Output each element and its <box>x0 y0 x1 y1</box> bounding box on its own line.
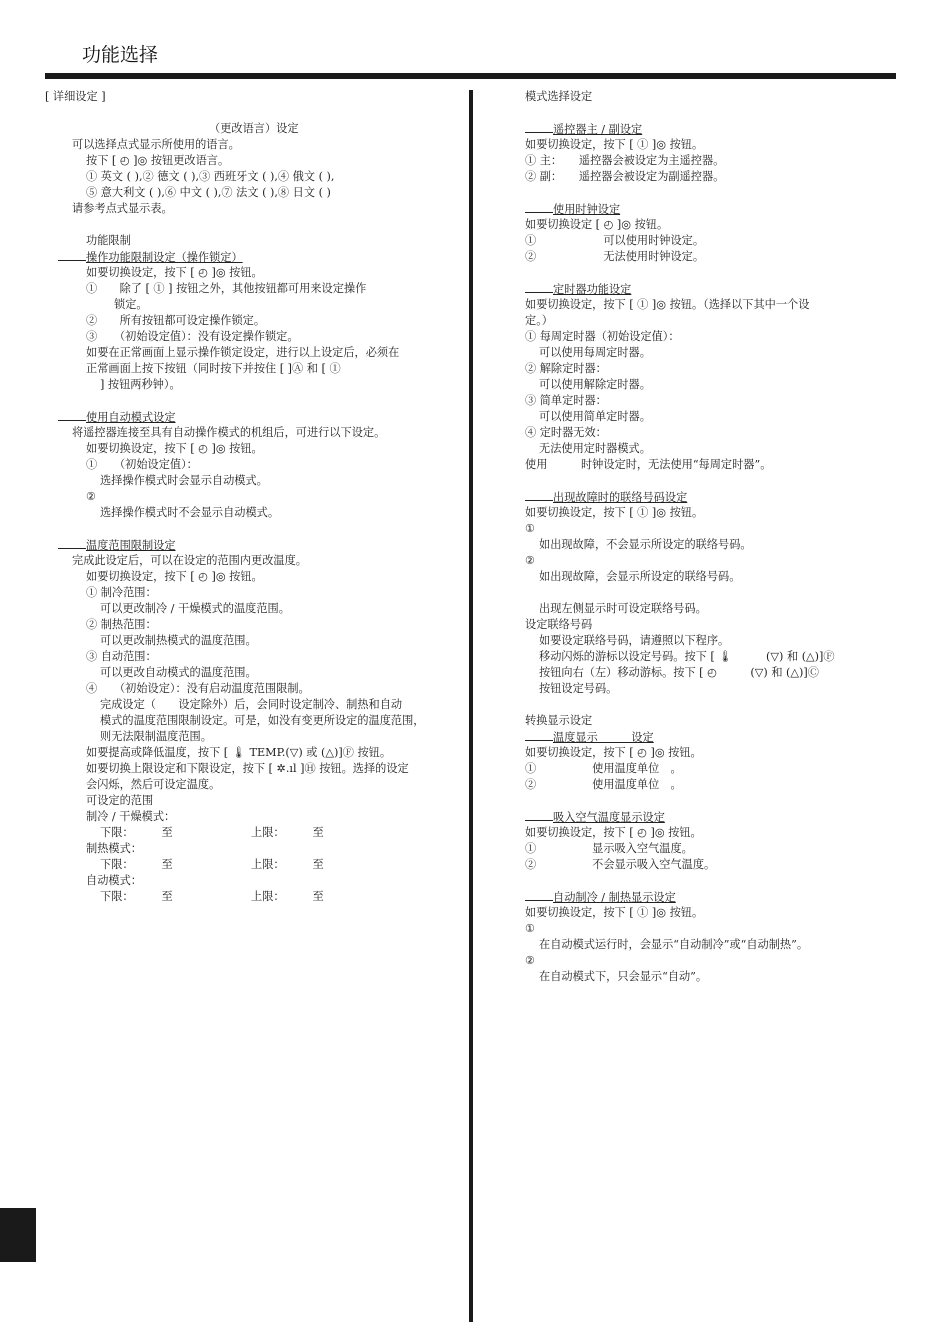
line <box>498 633 898 649</box>
text-line: 如要提高或降低温度，按下 [ 🌡 TEMP.(▽) 或 (△)]Ⓕ 按钮。 <box>86 746 392 759</box>
line <box>498 761 898 777</box>
line <box>45 617 463 633</box>
underline-bar <box>525 809 553 821</box>
line <box>45 457 463 473</box>
line <box>45 313 463 329</box>
section-heading: 温度范围限制设定 <box>86 539 176 552</box>
underline-bar <box>525 201 553 213</box>
line <box>45 185 463 201</box>
line <box>498 313 898 329</box>
line <box>498 777 898 793</box>
section-heading: 使用时钟设定 <box>553 203 621 216</box>
line <box>498 153 898 169</box>
line <box>45 585 463 601</box>
line <box>45 137 463 153</box>
text-line: 在自动模式下，只会显示“自动”。 <box>539 970 708 983</box>
text-line: 可以使用简单定时器。 <box>539 410 651 423</box>
heading-line <box>498 809 898 825</box>
line <box>498 953 898 969</box>
text-line: ② 所有按钮都可设定操作锁定。 <box>86 314 266 327</box>
line <box>498 521 898 537</box>
text-line: 如要切换设定，按下 [ ◴ ]◎ 按钮。 <box>86 266 263 279</box>
text-line: ② <box>525 554 536 567</box>
spacer <box>498 105 898 121</box>
text-line: 如要切换上限设定和下限设定，按下 [ ✲.ıl ]Ⓗ 按钮。选择的设定 <box>86 762 409 775</box>
line <box>498 601 898 617</box>
text-line: 将遥控器连接至具有自动操作模式的机组后，可进行以下设定。 <box>72 426 386 439</box>
underline-bar <box>525 729 553 741</box>
text-line: ① （初始设定值）： <box>86 458 198 471</box>
text-line: ④ （初始设定）：没有启动温度范围限制。 <box>86 682 310 695</box>
text-line: 可以更改制冷 / 干燥模式的温度范围。 <box>100 602 290 615</box>
line <box>498 569 898 585</box>
line <box>498 921 898 937</box>
section-heading: 温度显示 设定 <box>553 731 654 744</box>
right-column <box>498 89 898 985</box>
spacer <box>498 873 898 889</box>
line <box>498 857 898 873</box>
line <box>45 601 463 617</box>
line <box>45 793 463 809</box>
underline-bar <box>525 489 553 501</box>
line <box>45 345 463 361</box>
page-title: 功能选择 <box>82 44 159 66</box>
heading-line <box>498 121 898 137</box>
text-line: （更改语言）设定 <box>209 122 299 135</box>
line <box>45 857 463 873</box>
text-line: 如要切换设定，按下 [ ◴ ]◎ 按钮。 <box>525 826 702 839</box>
text-line: 在自动模式运行时，会显示“自动制冷”或“自动制热”。 <box>539 938 809 951</box>
line <box>45 473 463 489</box>
heading-line <box>45 537 463 553</box>
line <box>45 569 463 585</box>
line <box>498 169 898 185</box>
text-line: 如出现故障，会显示所设定的联络号码。 <box>539 570 741 583</box>
spacer <box>498 793 898 809</box>
line <box>45 297 463 313</box>
text-line: 可设定的范围 <box>86 794 154 807</box>
section-heading: 遥控器主 / 副设定 <box>553 123 643 136</box>
line <box>498 825 898 841</box>
text-line: ① 可以使用时钟设定。 <box>525 234 705 247</box>
text-line: 使用 时钟设定时，无法使用“每周定时器”。 <box>525 458 772 471</box>
text-line: 可以选择点式显示所使用的语言。 <box>72 138 240 151</box>
text-line: 完成此设定后，可以在设定的范围内更改温度。 <box>72 554 307 567</box>
text-line: 如要切换设定，按下 [ ① ]◎ 按钮。 <box>525 906 704 919</box>
text-line: 如要在正常画面上显示操作锁定设定，进行以上设定后，必须在 <box>86 346 400 359</box>
spacer <box>498 265 898 281</box>
heading-line <box>498 201 898 217</box>
line <box>498 457 898 473</box>
line <box>498 409 898 425</box>
spacer <box>45 105 463 121</box>
text-line: 模式选择设定 <box>525 90 593 103</box>
text-line: ② 不会显示吸入空气温度。 <box>525 858 716 871</box>
section-heading: 吸入空气温度显示设定 <box>553 811 665 824</box>
line <box>45 777 463 793</box>
text-line: 下限： 至 上限： 至 <box>100 858 324 871</box>
spacer <box>498 185 898 201</box>
text-line: 出现左侧显示时可设定联络号码。 <box>539 602 707 615</box>
line <box>498 649 898 665</box>
text-line: 转换显示设定 <box>525 714 593 727</box>
underline-bar <box>525 889 553 901</box>
spacer <box>45 521 463 537</box>
line <box>45 169 463 185</box>
line <box>498 137 898 153</box>
section-heading: 定时器功能设定 <box>553 283 632 296</box>
spacer <box>45 393 463 409</box>
line <box>45 505 463 521</box>
text-line: 按下 [ ◴ ]◎ 按钮更改语言。 <box>86 154 230 167</box>
section-heading: 自动制冷 / 制热显示设定 <box>553 891 676 904</box>
column-divider <box>469 90 473 1322</box>
line <box>45 745 463 761</box>
line <box>498 681 898 697</box>
text-line: 按钮向右（左）移动游标。按下 [ ◴ (▽) 和 (△)]Ⓒ <box>539 666 819 679</box>
text-line: 无法使用定时器模式。 <box>539 442 651 455</box>
line <box>45 841 463 857</box>
text-line: 会闪烁，然后可设定温度。 <box>86 778 221 791</box>
text-line: ① 制冷范围： <box>86 586 157 599</box>
text-line: ② <box>525 954 536 967</box>
text-line: 请参考点式显示表。 <box>72 202 173 215</box>
line <box>498 617 898 633</box>
text-line: ① <box>525 522 536 535</box>
line <box>498 969 898 985</box>
line <box>45 377 463 393</box>
text-line: 如要切换设定，按下 [ ◴ ]◎ 按钮。 <box>86 570 263 583</box>
text-line: ③ （初始设定值）：没有设定操作锁定。 <box>86 330 299 343</box>
text-line: 如要切换设定，按下 [ ◴ ]◎ 按钮。 <box>525 746 702 759</box>
spacer <box>45 217 463 233</box>
text-line: 制热模式： <box>86 842 142 855</box>
line <box>45 233 463 249</box>
left-column <box>45 89 463 905</box>
text-line: 可以更改制热模式的温度范围。 <box>100 634 257 647</box>
line <box>498 745 898 761</box>
spacer <box>498 473 898 489</box>
text-line: 制冷 / 干燥模式： <box>86 810 176 823</box>
line <box>498 393 898 409</box>
heading-line <box>498 489 898 505</box>
spacer <box>498 585 898 601</box>
line <box>45 121 463 137</box>
line <box>498 665 898 681</box>
text-line: 如要切换设定，按下 [ ① ]◎ 按钮。 <box>525 506 704 519</box>
line <box>498 537 898 553</box>
text-line: 可以使用每周定时器。 <box>539 346 651 359</box>
text-line: ② 使用温度单位 。 <box>525 778 682 791</box>
heading-line <box>45 409 463 425</box>
line <box>498 329 898 345</box>
heading-line <box>498 729 898 745</box>
page-edge-tab <box>0 1208 36 1262</box>
text-line: ④ 定时器无效： <box>525 426 607 439</box>
line <box>45 697 463 713</box>
line <box>45 681 463 697</box>
text-line: ② 解除定时器： <box>525 362 607 375</box>
section-heading: 出现故障时的联络号码设定 <box>553 491 688 504</box>
line <box>45 441 463 457</box>
text-line: 如出现故障，不会显示所设定的联络号码。 <box>539 538 752 551</box>
text-line: 锁定。 <box>114 298 148 311</box>
heading-line <box>45 249 463 265</box>
text-line: ① 显示吸入空气温度。 <box>525 842 693 855</box>
text-line: 功能限制 <box>86 234 131 247</box>
line <box>498 361 898 377</box>
text-line: ① 主： 遥控器会被设定为主遥控器。 <box>525 154 725 167</box>
underline-bar <box>58 409 86 421</box>
text-line: ① <box>525 922 536 935</box>
text-line: 如要切换设定，按下 [ ① ]◎ 按钮。（选择以下其中一个设 <box>525 298 810 311</box>
text-line: ② 无法使用时钟设定。 <box>525 250 705 263</box>
text-line: ] 按钮两秒钟）。 <box>100 378 181 391</box>
text-line: 则无法限制温度范围。 <box>100 730 212 743</box>
section-heading: 使用自动模式设定 <box>86 411 176 424</box>
line <box>498 713 898 729</box>
underline-bar <box>525 121 553 133</box>
text-line: 完成设定（ 设定除外）后，会同时设定制冷、制热和自动 <box>100 698 403 711</box>
text-line: 设定联络号码 <box>525 618 593 631</box>
line <box>45 201 463 217</box>
text-line: 如要切换设定，按下 [ ① ]◎ 按钮。 <box>525 138 704 151</box>
line <box>45 873 463 889</box>
line <box>498 841 898 857</box>
line <box>498 425 898 441</box>
text-line: 选择操作模式时会显示自动模式。 <box>100 474 268 487</box>
line <box>45 825 463 841</box>
line <box>45 665 463 681</box>
line <box>45 889 463 905</box>
line <box>498 297 898 313</box>
text-line: 正常画面上按下按钮（同时按下并按住 [ ]Ⓐ 和 [ ① <box>86 362 341 375</box>
line <box>45 153 463 169</box>
line <box>45 89 463 105</box>
line <box>45 729 463 745</box>
text-line: ⑤ 意大利文 ( ),⑥ 中文 ( ),⑦ 法文 ( ),⑧ 日文 ( ) <box>86 186 331 199</box>
line <box>45 633 463 649</box>
text-line: ② 副： 遥控器会被设定为副遥控器。 <box>525 170 725 183</box>
text-line: 如要切换设定 [ ◴ ]◎ 按钮。 <box>525 218 669 231</box>
text-line: ① 每周定时器（初始设定值）： <box>525 330 680 343</box>
underline-bar <box>525 281 553 293</box>
text-line: 可以使用解除定时器。 <box>539 378 651 391</box>
line <box>498 217 898 233</box>
text-line: ① 使用温度单位 。 <box>525 762 682 775</box>
text-line: 下限： 至 上限： 至 <box>100 826 324 839</box>
line <box>45 489 463 505</box>
text-line: 如要设定联络号码，请遵照以下程序。 <box>539 634 730 647</box>
text-line: 定。） <box>525 314 553 327</box>
text-line: 自动模式： <box>86 874 142 887</box>
heading-line <box>498 281 898 297</box>
line <box>45 361 463 377</box>
line <box>45 329 463 345</box>
spacer <box>498 697 898 713</box>
line <box>45 713 463 729</box>
line <box>498 249 898 265</box>
text-line: ① 英文 ( ),② 德文 ( ),③ 西班牙文 ( ),④ 俄文 ( ), <box>86 170 335 183</box>
line <box>498 233 898 249</box>
underline-bar <box>58 249 86 261</box>
line <box>498 553 898 569</box>
line <box>45 553 463 569</box>
section-heading: 操作功能限制设定（操作锁定） <box>86 251 243 264</box>
line <box>498 377 898 393</box>
line <box>498 345 898 361</box>
text-line: ③ 简单定时器： <box>525 394 607 407</box>
underline-bar <box>58 537 86 549</box>
line <box>498 505 898 521</box>
text-line: 按钮设定号码。 <box>539 682 618 695</box>
line <box>45 281 463 297</box>
text-line: ② <box>86 490 97 503</box>
text-line: 下限： 至 上限： 至 <box>100 890 324 903</box>
line <box>498 937 898 953</box>
line <box>45 425 463 441</box>
heading-line <box>498 889 898 905</box>
line <box>45 761 463 777</box>
text-line: 选择操作模式时不会显示自动模式。 <box>100 506 280 519</box>
text-line: ② 制热范围： <box>86 618 157 631</box>
text-line: 移动闪烁的游标以设定号码。按下 [ 🌡 (▽) 和 (△)]Ⓕ <box>539 650 835 663</box>
line <box>45 649 463 665</box>
line <box>45 809 463 825</box>
line <box>498 89 898 105</box>
text-line: [ 详细设定 ] <box>45 90 106 103</box>
line <box>498 441 898 457</box>
line <box>498 905 898 921</box>
text-line: 模式的温度范围限制设定。可是，如没有变更所设定的温度范围， <box>100 714 425 727</box>
line <box>45 265 463 281</box>
text-line: 如要切换设定，按下 [ ◴ ]◎ 按钮。 <box>86 442 263 455</box>
text-line: ③ 自动范围： <box>86 650 157 663</box>
header-rule <box>45 73 896 79</box>
text-line: 可以更改自动模式的温度范围。 <box>100 666 257 679</box>
text-line: ① 除了 [ ① ] 按钮之外，其他按钮都可用来设定操作 <box>86 282 367 295</box>
